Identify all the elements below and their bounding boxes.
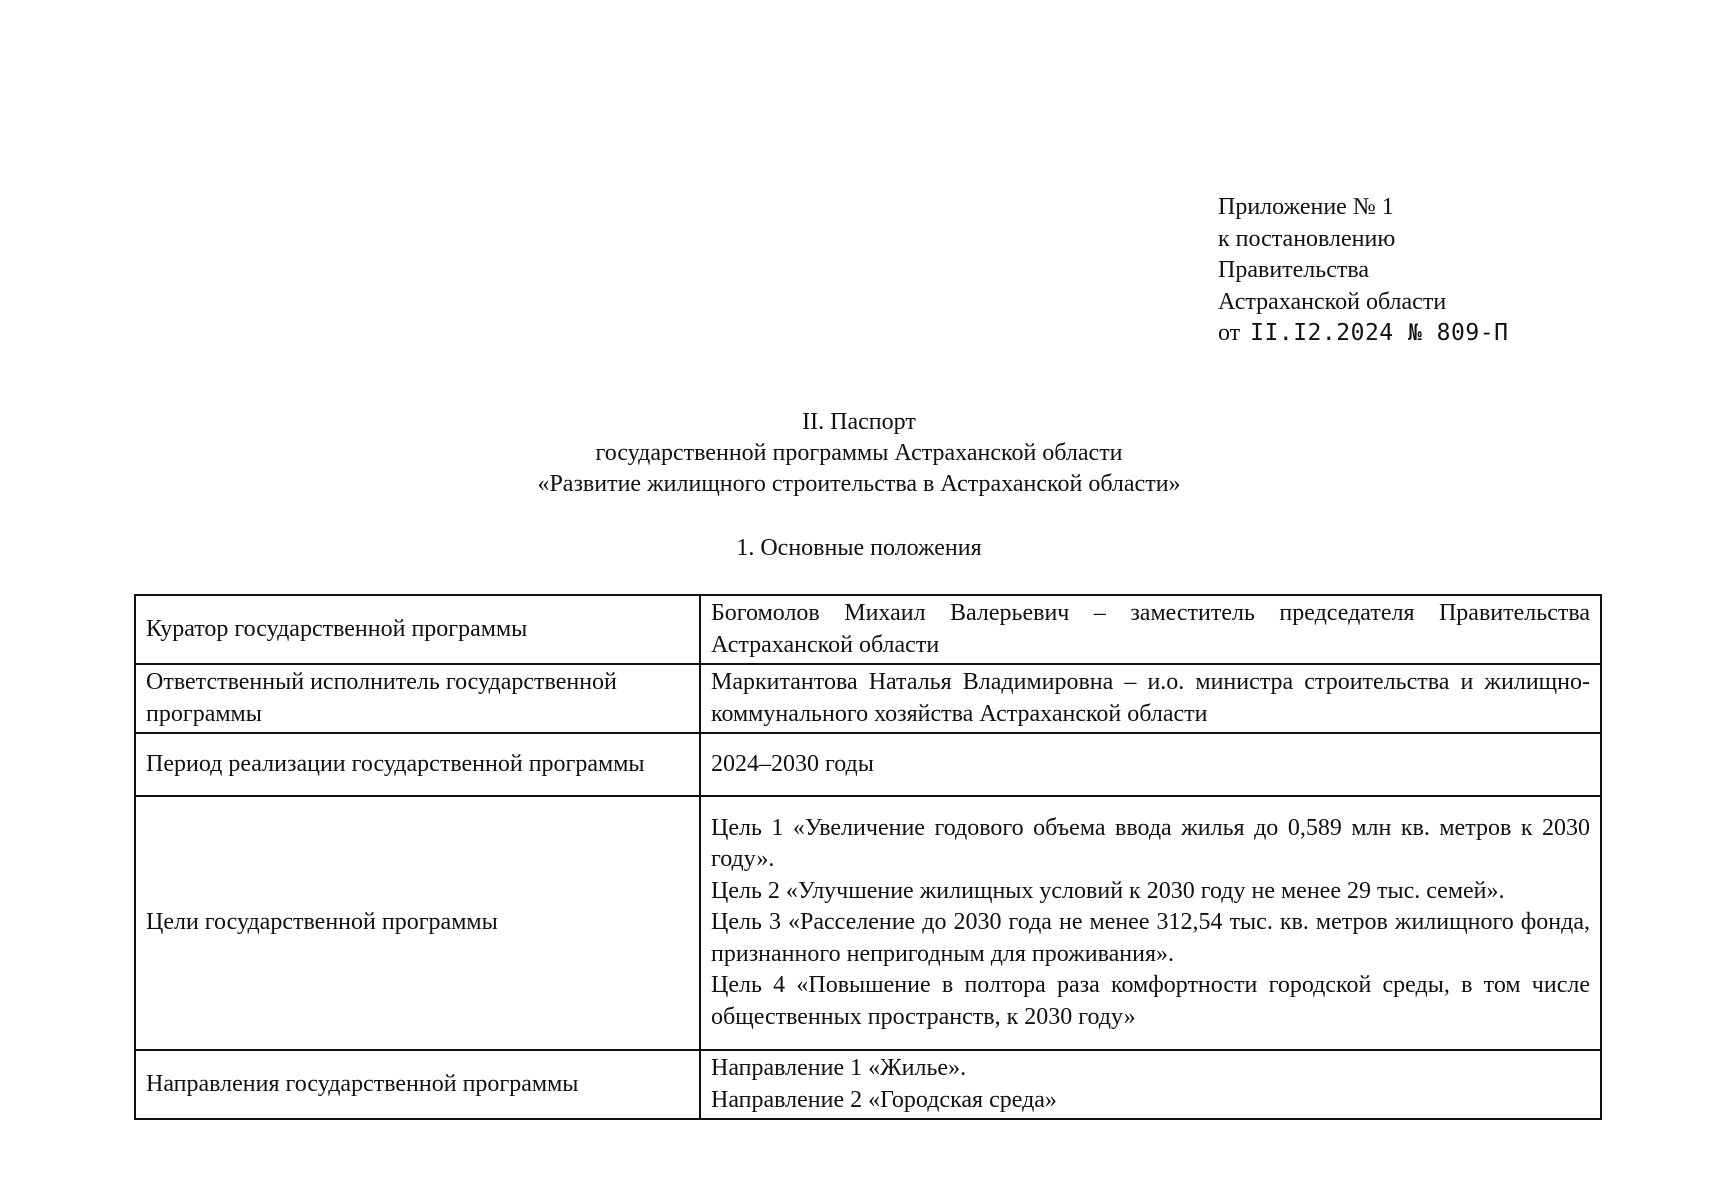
appendix-line-1: Приложение № 1 xyxy=(1218,194,1394,220)
table-row xyxy=(135,595,1601,664)
document-heading xyxy=(0,407,1718,500)
value-paragraph: Маркитантова Наталья Владимировна – и.о. министра строительства и жилищно-коммунального хозяйства Астраханской области xyxy=(711,669,1590,727)
heading-line-3: «Развитие жилищного строительства в Астраханской области» xyxy=(537,471,1181,497)
row-value xyxy=(700,664,1601,733)
value-paragraph: Направление 1 «Жилье». xyxy=(711,1055,967,1081)
table-row xyxy=(135,664,1601,733)
appendix-date-line xyxy=(1218,318,1508,350)
value-paragraph: Цель 4 «Повышение в полтора раза комфортности городской среды, в том числе общественных пространств, к 2030 году» xyxy=(711,972,1590,1030)
row-label: Цели государственной программы xyxy=(135,796,700,1050)
row-value xyxy=(700,595,1601,664)
table-row xyxy=(135,733,1601,796)
appendix-line-4: Астраханской области xyxy=(1218,288,1447,315)
passport-table xyxy=(134,594,1602,1120)
value-paragraph: Цель 1 «Увеличение годового объема ввода жилья до 0,589 млн кв. метров к 2030 году». xyxy=(711,814,1590,873)
appendix-line-2: к постановлению xyxy=(1218,225,1396,252)
table-row xyxy=(135,1050,1601,1119)
row-value xyxy=(700,1050,1601,1119)
row-value xyxy=(700,796,1601,1050)
value-paragraph: Цель 2 «Улучшение жилищных условий к 2030 году не менее 29 тыс. семей». xyxy=(711,877,1505,904)
heading-line-2: государственной программы Астраханской области xyxy=(595,440,1123,466)
date-prefix: от xyxy=(1218,320,1241,346)
date-number: II.I2.2024 № 809-П xyxy=(1250,320,1509,346)
appendix-line-3: Правительства xyxy=(1218,257,1370,283)
row-label: Направления государственной программы xyxy=(135,1050,700,1119)
table-row xyxy=(135,796,1601,1050)
value-paragraph: Цель 3 «Расселение до 2030 года не менее 312,54 тыс. кв. метров жилищного фонда, признанного непригодным для проживания». xyxy=(711,909,1590,967)
value-paragraph: 2024–2030 годы xyxy=(711,750,874,777)
row-label: Куратор государственной программы xyxy=(135,595,700,664)
row-value xyxy=(700,733,1601,796)
heading-line-1: II. Паспорт xyxy=(802,409,916,435)
value-paragraph: Направление 2 «Городская среда» xyxy=(711,1086,1057,1113)
section-title: 1. Основные положения xyxy=(736,535,982,561)
row-label: Период реализации государственной программы xyxy=(135,733,700,796)
row-label: Ответственный исполнитель государственной программы xyxy=(135,664,700,733)
appendix-block xyxy=(1218,192,1508,350)
value-paragraph: Богомолов Михаил Валерьевич – заместитель председателя Правительства Астраханской области xyxy=(711,600,1590,658)
